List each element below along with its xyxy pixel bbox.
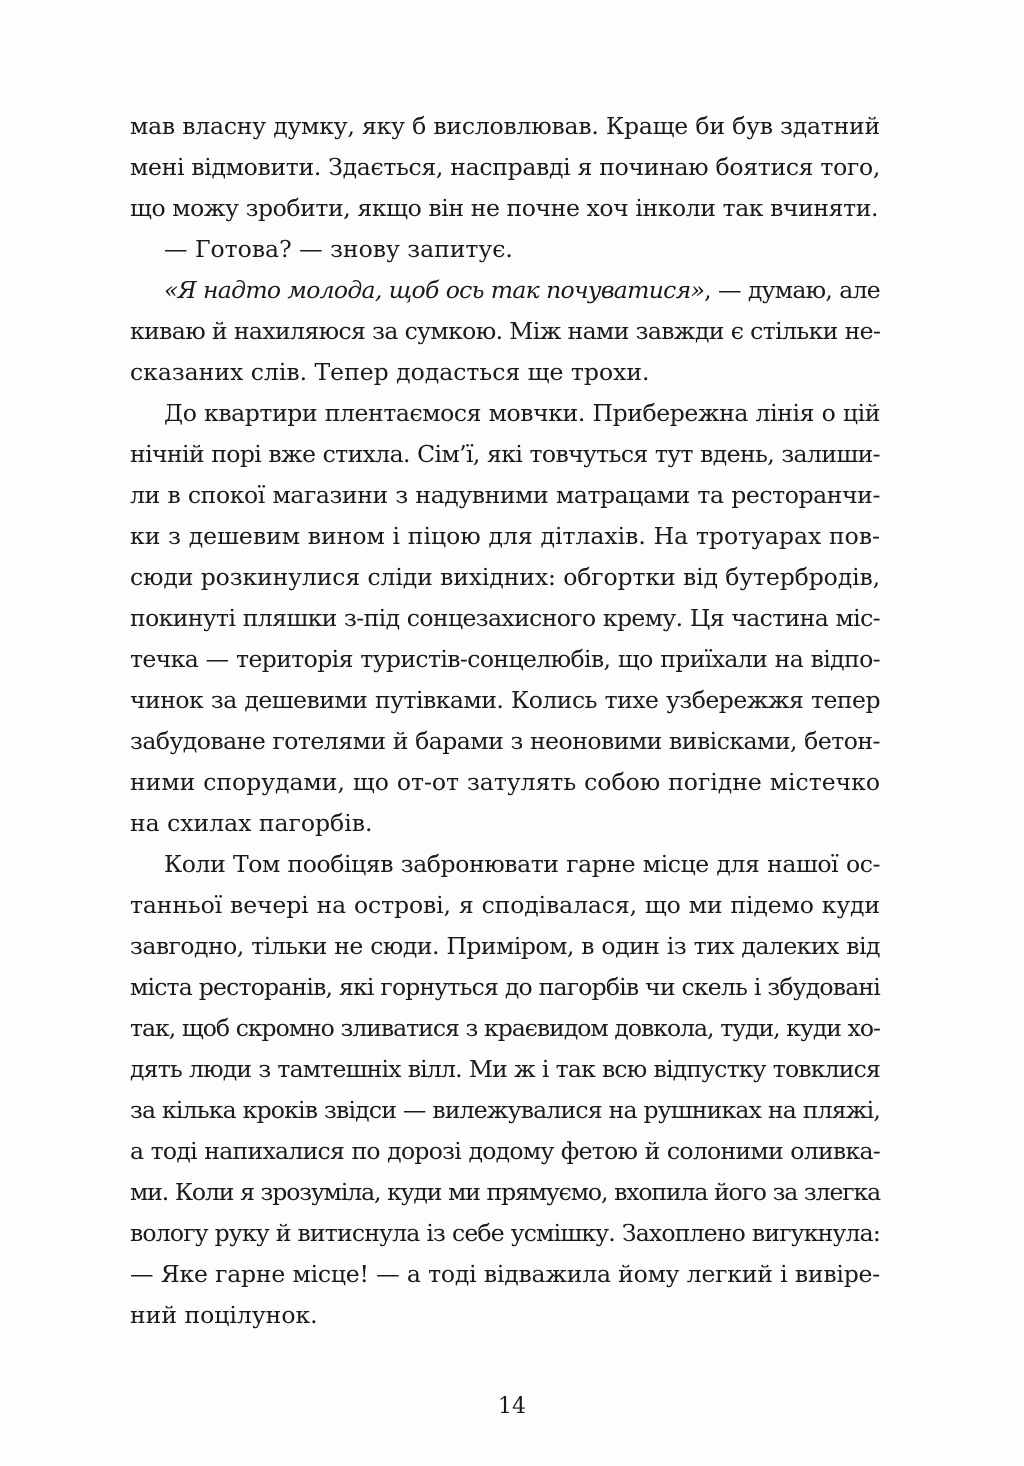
text-fragment: , — думаю, але <box>704 276 880 304</box>
paragraph-3 <box>130 270 880 393</box>
italic-thought: «Я надто молода, щоб ось так почуватися» <box>164 276 705 304</box>
text-line: сказаних слів. Тепер додасться ще трохи. <box>130 358 650 386</box>
text-line: мав власну думку, яку б висловлював. Краще би був здатний <box>130 112 880 140</box>
text-line: Коли Том пообіцяв забронювати гарне місце для нашої ос- <box>164 850 880 878</box>
text-line: До квартири плентаємося мовчки. Прибережна лінія о цій <box>164 399 880 427</box>
text-line: чинок за дешевими путівками. Колись тихе узбережжя тепер <box>130 686 880 714</box>
paragraph-4 <box>130 393 880 844</box>
text-line: — Готова? — знову запитує. <box>164 235 513 263</box>
paragraph-5 <box>130 844 880 1254</box>
paragraph-6 <box>130 1254 880 1336</box>
text-line: киваю й нахиляюся за сумкою. Між нами завжди є стільки не- <box>130 317 881 345</box>
text-line: нічній порі вже стихла. Сім’ї, які товчуться тут вдень, залиши- <box>130 440 880 468</box>
text-line: забудоване готелями й барами з неоновими вивісками, бетон- <box>130 727 880 755</box>
text-line: ки з дешевим вином і піцою для дітлахів. На тротуарах пов- <box>130 522 880 550</box>
body-text <box>130 106 880 1336</box>
text-line: завгодно, тільки не сюди. Приміром, в один із тих далеких від <box>130 932 880 960</box>
text-line: так, щоб скромно зливатися з краєвидом довкола, туди, куди хо- <box>130 1014 880 1042</box>
text-line: сюди розкинулися сліди вихідних: обгортки від бутербродів, <box>130 563 880 591</box>
text-line: а тоді напихалися по дорозі додому фетою й солоними оливка- <box>130 1137 880 1165</box>
text-line: — Яке гарне місце! — а тоді відважила йому легкий і вивіре- <box>130 1260 880 1288</box>
text-line: ний поцілунок. <box>130 1301 318 1329</box>
text-line: на схилах пагорбів. <box>130 809 373 837</box>
text-line: мені відмовити. Здається, насправді я починаю боятися того, <box>130 153 880 181</box>
text-line: за кілька кроків звідси — вилежувалися на рушниках на пляжі, <box>130 1096 880 1124</box>
text-line: ними спорудами, що от-от затулять собою погідне містечко <box>130 768 880 796</box>
text-line: покинуті пляшки з-під сонцезахисного крему. Ця частина міс- <box>130 604 880 632</box>
text-line: ли в спокої магазини з надувними матрацами та ресторанчи- <box>130 481 880 509</box>
text-line: міста ресторанів, які горнуться до пагорбів чи скель і збудовані <box>130 973 880 1001</box>
text-line: ми. Коли я зрозуміла, куди ми прямуємо, вхопила його за злегка <box>130 1178 880 1206</box>
text-line: танньої вечері на острові, я сподівалася, що ми підемо куди <box>130 891 880 919</box>
text-line: дять люди з тамтешніх вілл. Ми ж і так всю відпустку товклися <box>130 1055 880 1083</box>
paragraph-1 <box>130 106 880 229</box>
paragraph-2 <box>130 229 880 270</box>
text-line: що можу зробити, якщо він не почне хоч інколи так вчиняти. <box>130 194 879 222</box>
text-line <box>130 270 880 311</box>
text-line: вологу руку й витиснула із себе усмішку. Захоплено вигукнула: <box>130 1219 880 1247</box>
page-number: 14 <box>498 1394 526 1419</box>
text-line: течка — територія туристів-сонцелюбів, що приїхали на відпо- <box>130 645 880 673</box>
